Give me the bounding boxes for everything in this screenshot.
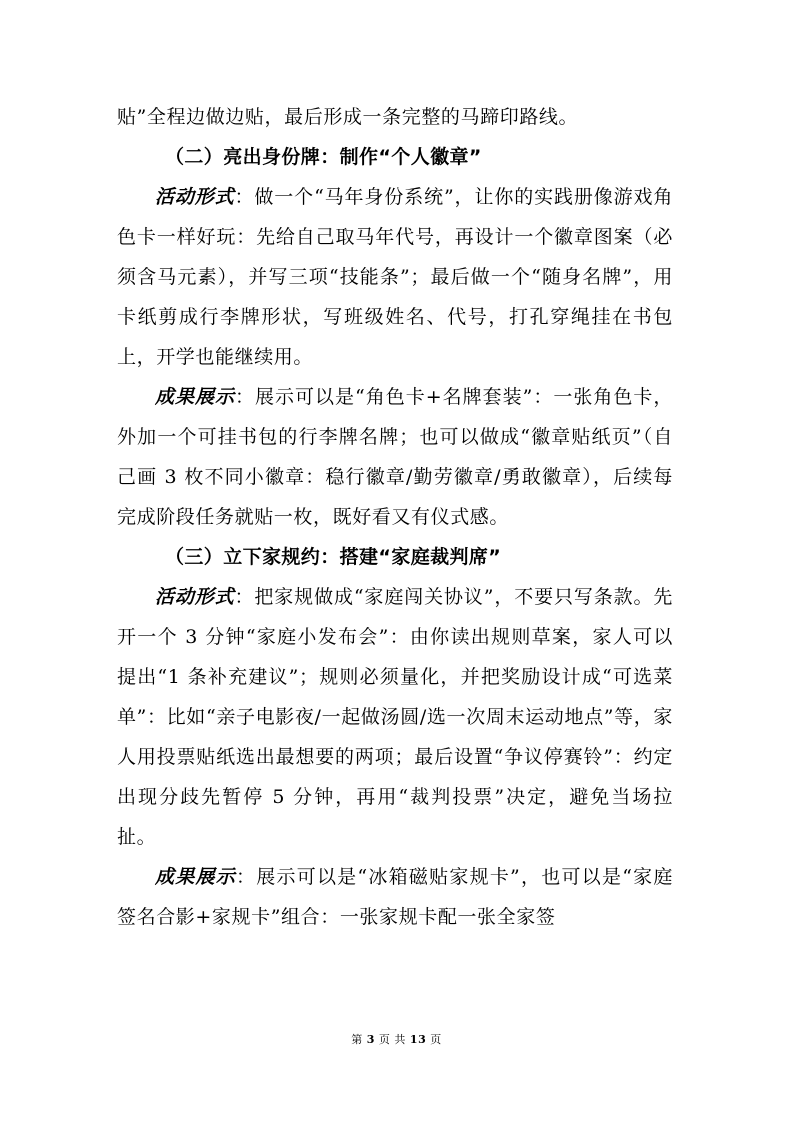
paragraph-activity-2 <box>117 177 673 377</box>
paragraph-continued <box>117 97 673 137</box>
label-colon: ： <box>234 586 255 608</box>
label-colon: ： <box>235 866 257 888</box>
footer-middle: 页 共 <box>378 1033 406 1046</box>
footer-page-number: 3 <box>366 1033 375 1046</box>
result-label: 成果展示 <box>155 386 236 408</box>
result-label: 成果展示 <box>155 866 236 888</box>
label-colon: ： <box>235 386 256 408</box>
result-text: 展示可以是“冰箱磁贴家规卡”，也可以是“家庭签名合影+家规卡”组合：一张家规卡配一张全家签 <box>117 866 674 928</box>
paragraph-result-3 <box>117 857 673 937</box>
paragraph-activity-3 <box>117 577 673 857</box>
activity-text: 把家规做成“家庭闯关协议”，不要只写条款。先开一个 3 分钟“家庭小发布会”：由你读出规则草案，家人可以提出“1 条补充建议”；规则必须量化，并把奖励设计成“可选菜单”：比如“亲子电影夜/一起做汤圆/选一次周末运动地点”等，家人用投票贴纸选出最想要的两项；最后设置“争议停赛铃”：约定出现分歧先暂停 5 分钟，再用“裁判投票”决定，避免当场拉扯。 <box>117 586 673 848</box>
page-footer <box>0 1032 793 1048</box>
footer-prefix: 第 <box>351 1033 363 1046</box>
paragraph-text: 贴”全程边做边贴，最后形成一条完整的马蹄印路线。 <box>117 106 579 128</box>
section-heading-2: （二）亮出身份牌：制作“个人徽章” <box>165 146 482 168</box>
footer-suffix: 页 <box>430 1033 442 1046</box>
section-heading-3: （三）立下家规约：搭建“家庭裁判席” <box>165 546 502 568</box>
page-content <box>117 97 673 937</box>
label-colon: ： <box>234 186 255 208</box>
activity-label: 活动形式 <box>155 186 235 208</box>
activity-text: 做一个“马年身份系统”，让你的实践册像游戏角色卡一样好玩：先给自己取马年代号，再设计一个徽章图案（必须含马元素），并写三项“技能条”；最后做一个“随身名牌”，用卡纸剪成行李牌形状，写班级姓名、代号，打孔穿绳挂在书包上，开学也能继续用。 <box>117 186 673 368</box>
footer-total-pages: 13 <box>409 1033 427 1046</box>
paragraph-result-2 <box>117 377 673 537</box>
result-text: 展示可以是“角色卡+名牌套装”：一张角色卡，外加一个可挂书包的行李牌名牌；也可以做成“徽章贴纸页”（自己画 3 枚不同小徽章：稳行徽章/勤劳徽章/勇敢徽章），后续每完成阶段任务就贴一枚，既好看又有仪式感。 <box>117 386 673 528</box>
activity-label: 活动形式 <box>155 586 235 608</box>
